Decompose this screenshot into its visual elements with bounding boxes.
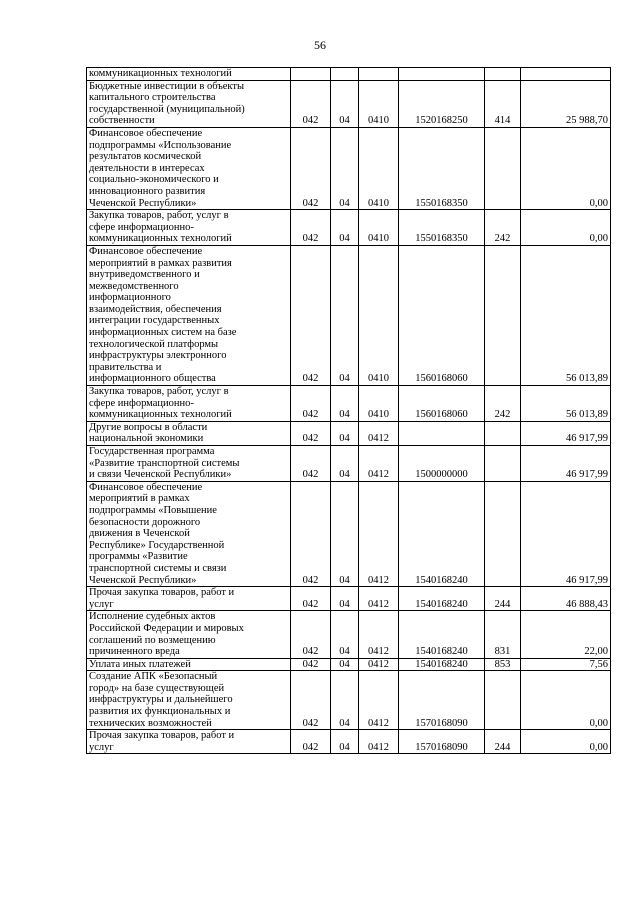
section-code-cell	[331, 68, 359, 81]
subsection-code-cell: 0412	[359, 730, 399, 754]
ministry-code-cell: 042	[291, 80, 331, 127]
table-row	[87, 446, 611, 482]
ministry-code-cell: 042	[291, 421, 331, 445]
expense-type-cell	[485, 446, 521, 482]
ministry-code-cell: 042	[291, 671, 331, 730]
expense-name-cell: Бюджетные инвестиции в объекты капитального строительства государственной (муниципальной) собственности	[87, 80, 291, 127]
target-article-cell: 1540168240	[399, 587, 485, 611]
amount-cell: 7,56	[521, 658, 611, 671]
amount-cell	[521, 68, 611, 81]
subsection-code-cell: 0412	[359, 611, 399, 658]
amount-cell: 0,00	[521, 210, 611, 246]
subsection-code-cell: 0412	[359, 587, 399, 611]
subsection-code-cell: 0410	[359, 127, 399, 209]
expense-name-cell: Другие вопросы в области национальной экономики	[87, 421, 291, 445]
amount-cell: 22,00	[521, 611, 611, 658]
table-row	[87, 386, 611, 422]
target-article-cell: 1570168090	[399, 730, 485, 754]
section-code-cell: 04	[331, 658, 359, 671]
amount-cell: 0,00	[521, 730, 611, 754]
expense-type-cell	[485, 481, 521, 586]
table-row	[87, 658, 611, 671]
expense-type-cell	[485, 245, 521, 385]
table-row	[87, 730, 611, 754]
amount-cell: 46 917,99	[521, 421, 611, 445]
expense-type-cell	[485, 421, 521, 445]
expense-name-cell: Создание АПК «Безопасный город» на базе существующей инфраструктуры и дальнейшего развития их функциональных и технических возможностей	[87, 671, 291, 730]
subsection-code-cell: 0410	[359, 210, 399, 246]
expense-type-cell: 242	[485, 386, 521, 422]
ministry-code-cell: 042	[291, 587, 331, 611]
target-article-cell	[399, 421, 485, 445]
target-article-cell: 1520168250	[399, 80, 485, 127]
expense-type-cell: 242	[485, 210, 521, 246]
ministry-code-cell: 042	[291, 481, 331, 586]
section-code-cell: 04	[331, 80, 359, 127]
table-row	[87, 671, 611, 730]
table-row	[87, 245, 611, 385]
ministry-code-cell: 042	[291, 210, 331, 246]
page-number: 56	[314, 38, 326, 52]
subsection-code-cell: 0412	[359, 446, 399, 482]
target-article-cell: 1550168350	[399, 127, 485, 209]
table-row	[87, 611, 611, 658]
ministry-code-cell: 042	[291, 386, 331, 422]
ministry-code-cell	[291, 68, 331, 81]
expense-name-cell: Государственная программа «Развитие транспортной системы и связи Чеченской Республики»	[87, 446, 291, 482]
target-article-cell: 1560168060	[399, 386, 485, 422]
expense-type-cell	[485, 671, 521, 730]
expense-type-cell	[485, 68, 521, 81]
subsection-code-cell: 0412	[359, 481, 399, 586]
amount-cell: 56 013,89	[521, 386, 611, 422]
table-row	[87, 127, 611, 209]
section-code-cell: 04	[331, 671, 359, 730]
subsection-code-cell	[359, 68, 399, 81]
target-article-cell: 1500000000	[399, 446, 485, 482]
section-code-cell: 04	[331, 730, 359, 754]
amount-cell: 0,00	[521, 671, 611, 730]
expense-name-cell: Закупка товаров, работ, услуг в сфере информационно- коммуникационных технологий	[87, 210, 291, 246]
ministry-code-cell: 042	[291, 730, 331, 754]
amount-cell: 46 917,99	[521, 481, 611, 586]
expense-name-cell: Финансовое обеспечение мероприятий в рамках подпрограммы «Повышение безопасности дорожного движения в Чеченской Республике» Государственной программы «Развитие транспортной системы и связи Чеченской Республики»	[87, 481, 291, 586]
ministry-code-cell: 042	[291, 245, 331, 385]
amount-cell: 25 988,70	[521, 80, 611, 127]
section-code-cell: 04	[331, 245, 359, 385]
table-row	[87, 68, 611, 81]
ministry-code-cell: 042	[291, 658, 331, 671]
ministry-code-cell: 042	[291, 611, 331, 658]
target-article-cell	[399, 68, 485, 81]
section-code-cell: 04	[331, 611, 359, 658]
target-article-cell: 1540168240	[399, 481, 485, 586]
table-row	[87, 210, 611, 246]
expense-type-cell: 831	[485, 611, 521, 658]
target-article-cell: 1570168090	[399, 671, 485, 730]
table-row	[87, 481, 611, 586]
expense-name-cell: коммуникационных технологий	[87, 68, 291, 81]
expense-name-cell: Уплата иных платежей	[87, 658, 291, 671]
section-code-cell: 04	[331, 446, 359, 482]
amount-cell: 0,00	[521, 127, 611, 209]
target-article-cell: 1540168240	[399, 611, 485, 658]
section-code-cell: 04	[331, 127, 359, 209]
subsection-code-cell: 0412	[359, 658, 399, 671]
target-article-cell: 1540168240	[399, 658, 485, 671]
table-row	[87, 421, 611, 445]
amount-cell: 46 917,99	[521, 446, 611, 482]
target-article-cell: 1560168060	[399, 245, 485, 385]
amount-cell: 46 888,43	[521, 587, 611, 611]
expense-name-cell: Закупка товаров, работ, услуг в сфере информационно- коммуникационных технологий	[87, 386, 291, 422]
expense-type-cell: 244	[485, 587, 521, 611]
section-code-cell: 04	[331, 386, 359, 422]
expense-name-cell: Прочая закупка товаров, работ и услуг	[87, 587, 291, 611]
amount-cell: 56 013,89	[521, 245, 611, 385]
ministry-code-cell: 042	[291, 127, 331, 209]
expense-type-cell: 414	[485, 80, 521, 127]
subsection-code-cell: 0412	[359, 421, 399, 445]
section-code-cell: 04	[331, 421, 359, 445]
section-code-cell: 04	[331, 210, 359, 246]
table-row	[87, 587, 611, 611]
expense-type-cell: 244	[485, 730, 521, 754]
expense-name-cell: Исполнение судебных актов Российской Федерации и мировых соглашений по возмещению причиненного вреда	[87, 611, 291, 658]
expense-type-cell	[485, 127, 521, 209]
expense-name-cell: Финансовое обеспечение подпрограммы «Использование результатов космической деятельности в интересах социально-экономического и инновационного развития Чеченской Республики»	[87, 127, 291, 209]
expense-name-cell: Прочая закупка товаров, работ и услуг	[87, 730, 291, 754]
subsection-code-cell: 0410	[359, 245, 399, 385]
subsection-code-cell: 0412	[359, 671, 399, 730]
ministry-code-cell: 042	[291, 446, 331, 482]
subsection-code-cell: 0410	[359, 80, 399, 127]
expense-type-cell: 853	[485, 658, 521, 671]
section-code-cell: 04	[331, 481, 359, 586]
table-row	[87, 80, 611, 127]
subsection-code-cell: 0410	[359, 386, 399, 422]
target-article-cell: 1550168350	[399, 210, 485, 246]
expense-name-cell: Финансовое обеспечение мероприятий в рамках развития внутриведомственного и межведомственного информационного взаимодействия, обеспечения интеграции государственных информационных систем на базе технологической платформы инфраструктуры электронного правительства и информационного общества	[87, 245, 291, 385]
budget-table	[86, 67, 611, 754]
section-code-cell: 04	[331, 587, 359, 611]
